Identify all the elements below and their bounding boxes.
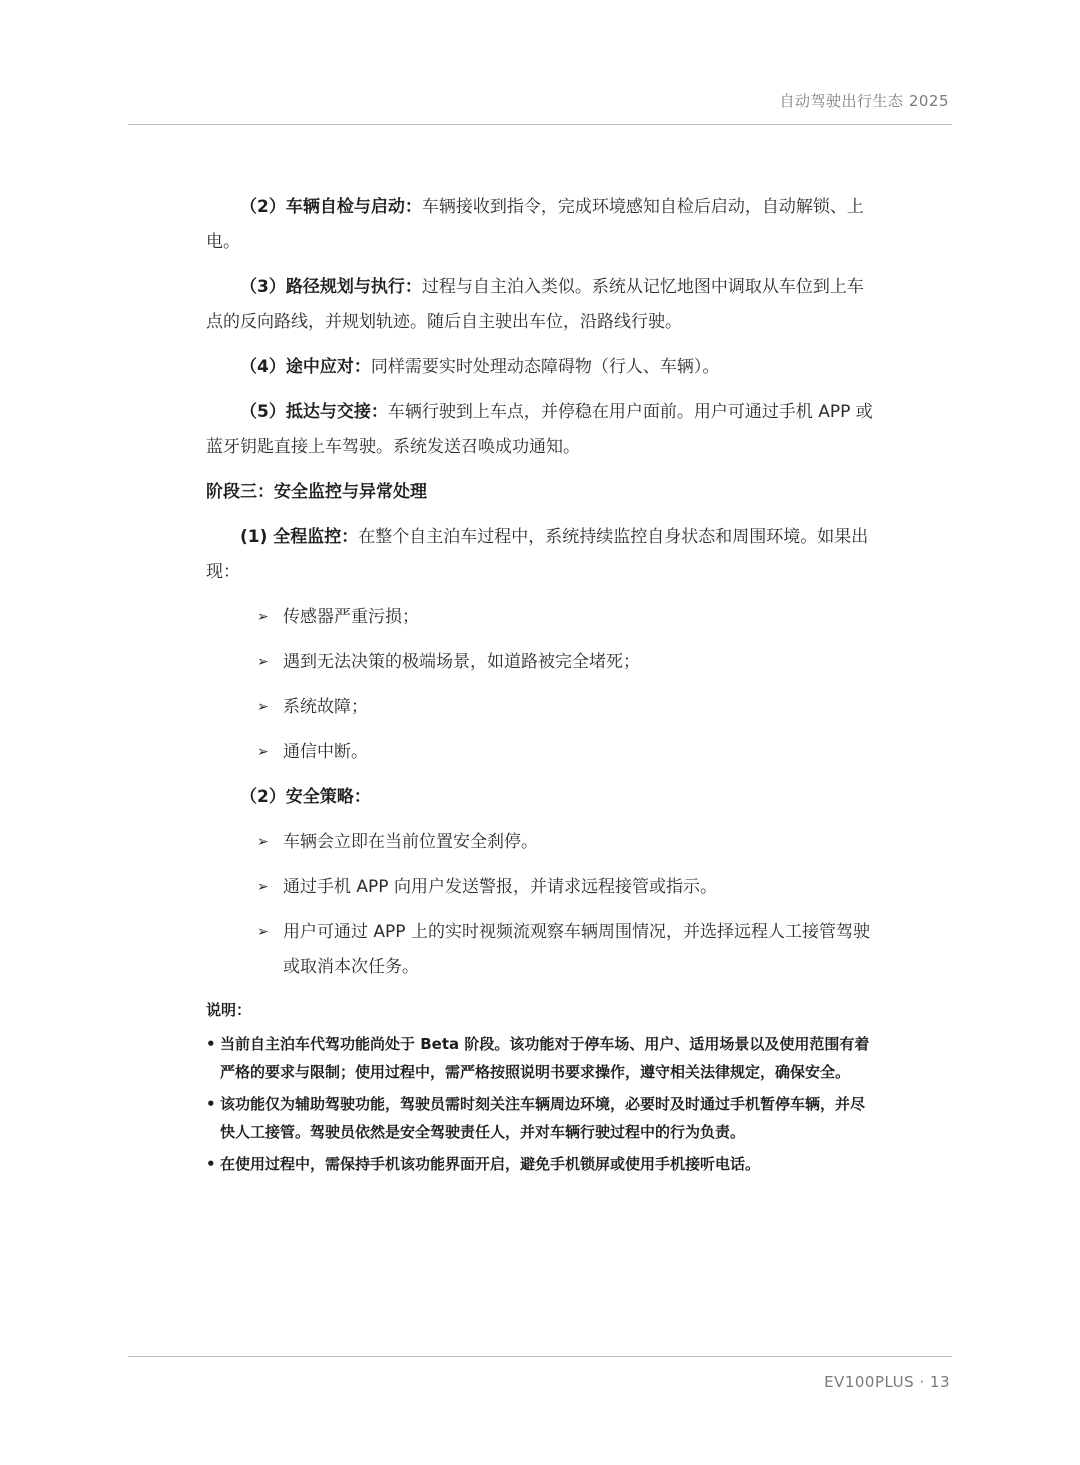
arrow-bullet-icon: ➢: [257, 654, 269, 670]
list-item: [257, 915, 876, 985]
dot-bullet-icon: •: [206, 1155, 216, 1173]
paragraph-label: （3）路径规划与执行：: [240, 277, 422, 297]
list-item: [257, 600, 876, 635]
note-text: 该功能仅为辅助驾驶功能，驾驶员需时刻关注车辆周边环境，必要时及时通过手机暂停车辆，并尽快人工接管。驾驶员依然是安全驾驶责任人，并对车辆行驶过程中的行为负责。: [220, 1095, 866, 1141]
list-item: [257, 735, 876, 770]
note-item: [206, 1030, 876, 1086]
running-header-title: 自动驾驶出行生态 2025: [779, 92, 949, 110]
monitor-conditions-list: [206, 600, 876, 770]
arrow-bullet-icon: ➢: [257, 924, 269, 940]
header-divider: [128, 124, 952, 125]
paragraph-arrival-handover: [206, 395, 876, 465]
list-item-text: 车辆会立即在当前位置安全刹停。: [283, 832, 538, 852]
arrow-bullet-icon: ➢: [257, 609, 269, 625]
paragraph-en-route-handling: [206, 350, 876, 385]
list-item-text: 传感器严重污损；: [283, 607, 419, 627]
paragraph-label: （2）安全策略：: [240, 787, 371, 807]
page-footer: EV100PLUS · 13: [824, 1373, 950, 1391]
arrow-bullet-icon: ➢: [257, 834, 269, 850]
list-item: [257, 825, 876, 860]
paragraph-text: 过程与自主泊入类似。系统从记忆地图中调取从车位到上车点的反向路线，并规划轨迹。随后自主驶出车位，沿路线行驶。: [206, 277, 864, 332]
list-item-text: 用户可通过 APP 上的实时视频流观察车辆周围情况，并选择远程人工接管驾驶或取消本次任务。: [283, 922, 870, 977]
note-text: 当前自主泊车代驾功能尚处于 Beta 阶段。该功能对于停车场、用户、适用场景以及使用范围有着严格的要求与限制；使用过程中，需严格按照说明书要求操作，遵守相关法律规定，确保安全。: [220, 1035, 870, 1081]
list-item-text: 遇到无法决策的极端场景，如道路被完全堵死；: [283, 652, 640, 672]
notes-title: 说明：: [206, 1001, 252, 1019]
paragraph-text: 在整个自主泊车过程中，系统持续监控自身状态和周围环境。如果出现：: [206, 527, 869, 582]
paragraph-label: （4）途中应对：: [240, 357, 371, 377]
paragraph-label: (1) 全程监控：: [240, 527, 359, 547]
notes-list: [206, 1030, 876, 1178]
note-text: 在使用过程中，需保持手机该功能界面开启，避免手机锁屏或使用手机接听电话。: [220, 1155, 761, 1173]
list-item: [257, 870, 876, 905]
paragraph-text: 车辆接收到指令，完成环境感知自检后启动，自动解锁、上电。: [206, 197, 864, 252]
note-item: [206, 1090, 876, 1146]
paragraph-label: （5）抵达与交接：: [240, 402, 388, 422]
paragraph-label: （2）车辆自检与启动：: [240, 197, 422, 217]
paragraph-path-planning: [206, 270, 876, 340]
list-item: [257, 645, 876, 680]
list-item-text: 系统故障；: [283, 697, 368, 717]
note-item: [206, 1150, 876, 1178]
stage-three-heading: 阶段三：安全监控与异常处理: [206, 482, 427, 502]
list-item-text: 通信中断。: [283, 742, 368, 762]
paragraph-text: 车辆行驶到上车点，并停稳在用户面前。用户可通过手机 APP 或蓝牙钥匙直接上车驾驶。系统发送召唤成功通知。: [206, 402, 873, 457]
paragraph-full-monitoring: [206, 520, 876, 590]
dot-bullet-icon: •: [206, 1035, 216, 1053]
page-body: [206, 190, 876, 1182]
paragraph-vehicle-self-check: [206, 190, 876, 260]
paragraph-text: 同样需要实时处理动态障碍物（行人、车辆）。: [370, 357, 720, 377]
footer-divider: [128, 1356, 952, 1357]
arrow-bullet-icon: ➢: [257, 879, 269, 895]
arrow-bullet-icon: ➢: [257, 699, 269, 715]
arrow-bullet-icon: ➢: [257, 744, 269, 760]
safety-strategy-list: [206, 825, 876, 985]
list-item-text: 通过手机 APP 向用户发送警报，并请求远程接管或指示。: [283, 877, 717, 897]
list-item: [257, 690, 876, 725]
paragraph-safety-strategy: [206, 780, 876, 815]
dot-bullet-icon: •: [206, 1095, 216, 1113]
